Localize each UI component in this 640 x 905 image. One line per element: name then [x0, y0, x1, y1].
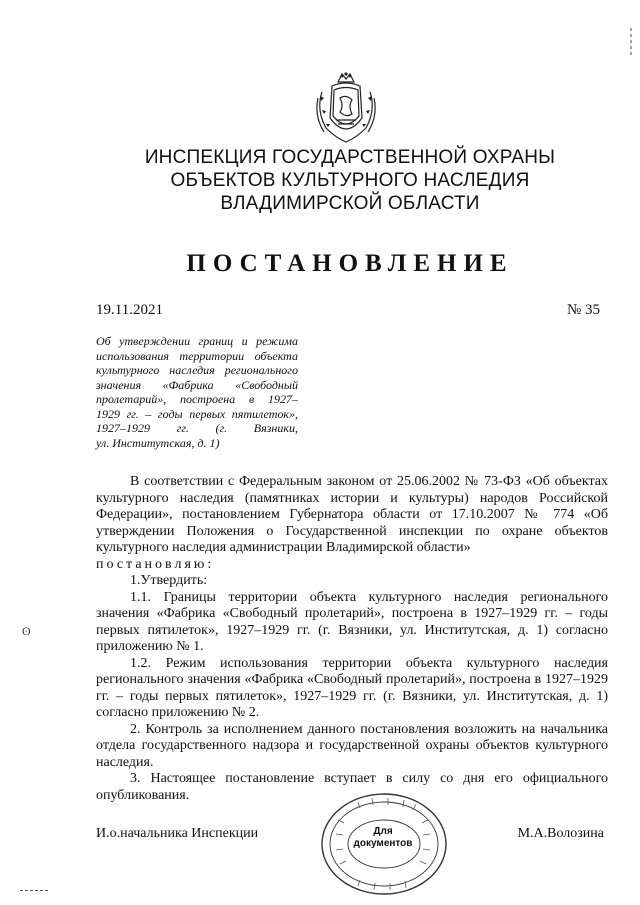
subject-line: культурного наследия регионального	[96, 363, 298, 377]
stamp-line-2: документов	[353, 838, 413, 849]
item-1-1: 1.1. Границы территории объекта культурного наследия регионального значения «Фабрика «Свободный пролетарий», построена в 1927–1929 гг. – годы первых пятилеток», 1927–1929 гг. (г. Вязники, ул. Институтская, д. 1) согласно приложению № 1.	[96, 589, 608, 654]
document-body	[96, 474, 608, 804]
subject-line: Об утверждении границ и режима	[96, 334, 298, 348]
item-3: 3. Настоящее постановление вступает в силу со дня его официального опубликования.	[96, 771, 608, 803]
subject-line: 1929 гг. – годы первых пятилеток»,	[96, 406, 298, 421]
coat-of-arms-icon	[312, 70, 380, 148]
bottom-scan-mark	[20, 890, 48, 891]
document-subject	[96, 334, 298, 450]
margin-hole-mark: ʘ	[22, 624, 31, 638]
item-1: 1.Утвердить:	[130, 573, 208, 588]
document-number: № 35	[566, 302, 600, 318]
signatory-name: М.А.Волозина	[517, 826, 604, 841]
preamble-paragraph: В соответствии с Федеральным законом от 25.06.2002 № 73-ФЗ «Об объектах культурного наследия (памятниках истории и культуры) народов Российской Федерации», постановлением Губернатора области от 17.10.2007 № 774 «Об утверждении Положения о Государственной инспекции по охране объектов культурного наследия администрации Владимирской области»	[96, 474, 608, 555]
subject-line: 1927–1929 гг. (г. Вязники,	[96, 421, 298, 435]
org-line-1: ИНСПЕКЦИЯ ГОСУДАРСТВЕННОЙ ОХРАНЫ	[144, 147, 556, 168]
corner-scan-mark	[628, 28, 634, 58]
item-1-2: 1.2. Режим использования территории объекта культурного наследия регионального значения «Фабрика «Свободный пролетарий», построена в 1927–1929 гг. – годы первых пятилеток», 1927–1929 гг. (г. Вязники, ул. Институтская, д. 1) согласно приложению № 2.	[96, 655, 608, 720]
subject-line: ул. Институтская, д. 1)	[96, 435, 220, 450]
org-line-3: ВЛАДИМИРСКОЙ ОБЛАСТИ	[220, 193, 480, 214]
stamp-label	[348, 826, 418, 850]
issuing-authority	[120, 146, 580, 215]
decree-word: постановляю:	[96, 556, 215, 572]
item-2: 2. Контроль за исполнением данного постановления возложить на начальника отдела государственного надзора и государственной охраны объектов культурного наследия.	[96, 721, 608, 770]
document-type-title: ПОСТАНОВЛЕНИЕ	[186, 250, 514, 277]
subject-line: значения «Фабрика «Свободный	[96, 377, 298, 392]
subject-line: пролетарий», построена в 1927–	[96, 392, 298, 406]
org-line-2: ОБЪЕКТОВ КУЛЬТУРНОГО НАСЛЕДИЯ	[170, 170, 530, 191]
signatory-position: И.о.начальника Инспекции	[96, 826, 259, 841]
subject-line: использования территории объекта	[96, 348, 298, 363]
stamp-line-1: Для	[373, 826, 393, 837]
document-date: 19.11.2021	[96, 302, 163, 318]
